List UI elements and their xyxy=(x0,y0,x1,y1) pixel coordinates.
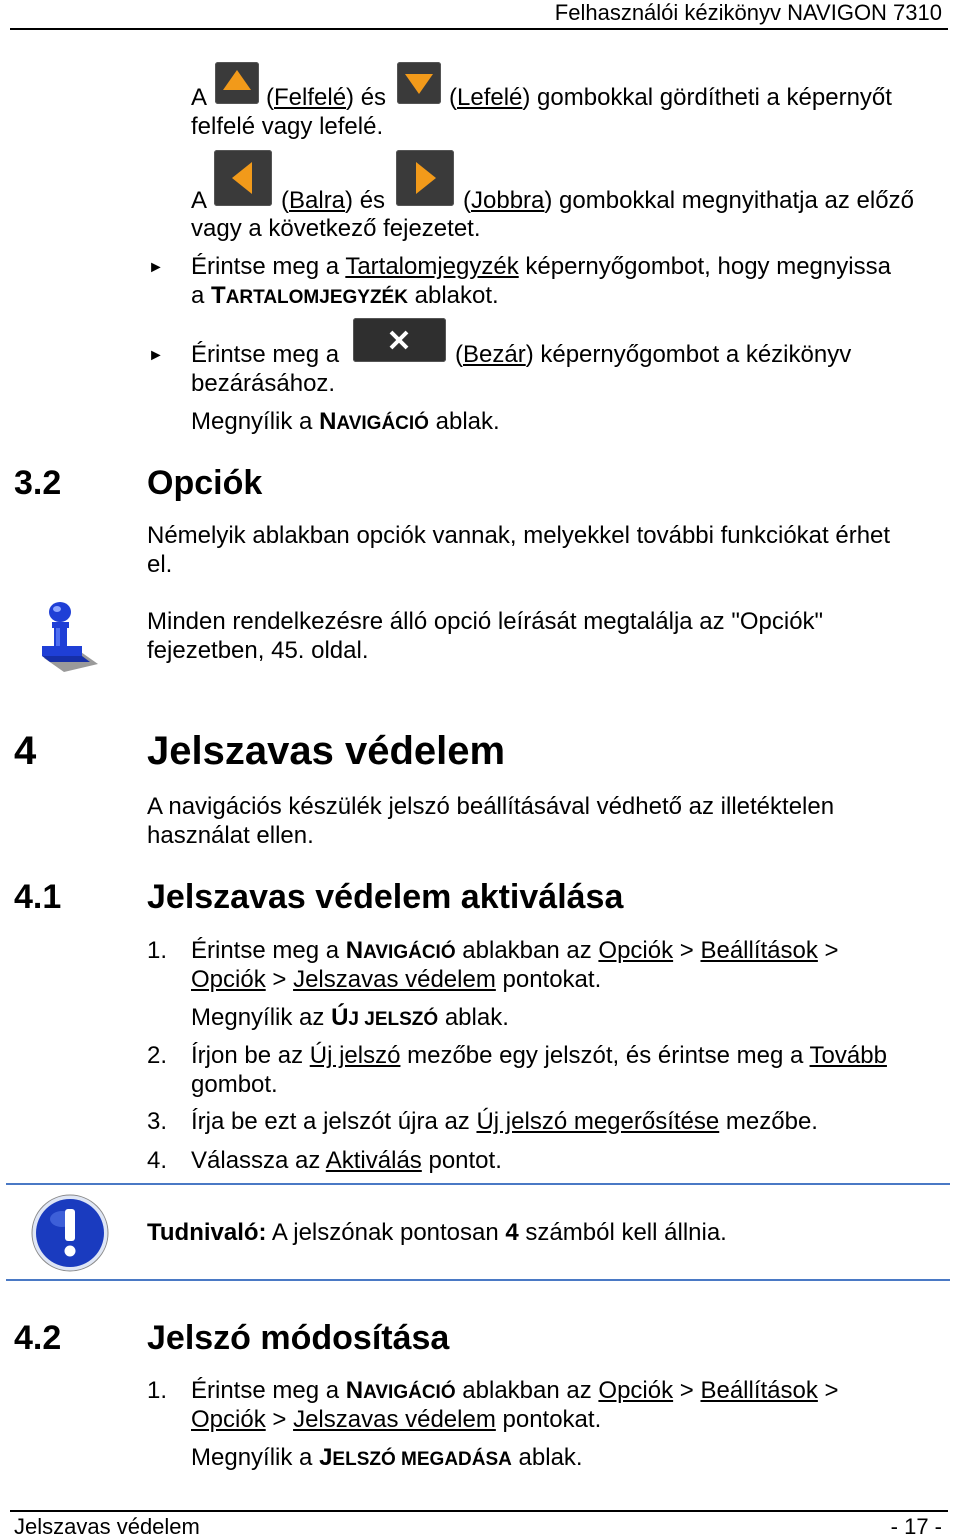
notice-text: Tudnivaló: A jelszónak pontosan 4 számból kell állnia. xyxy=(147,1219,727,1246)
up-button-image xyxy=(215,62,259,104)
header-rule xyxy=(10,28,948,30)
page-header-title: Felhasználói kézikönyv NAVIGON 7310 xyxy=(554,0,942,25)
right-button-image xyxy=(396,150,454,206)
close-icon xyxy=(353,318,446,362)
link-felfele: Felfelé xyxy=(274,84,347,111)
window-name-tartalomjegyzek: TARTALOMJEGYZÉK xyxy=(211,282,408,309)
exclamation-icon xyxy=(30,1193,110,1273)
link-jobbra: Jobbra xyxy=(471,187,545,214)
section-number-4-2: 4.2 xyxy=(14,1319,62,1357)
section-title-aktivalas: Jelszavas védelem aktiválása xyxy=(147,878,624,916)
footer-chapter-title: Jelszavas védelem xyxy=(14,1514,200,1539)
close-button-image xyxy=(353,318,446,362)
chapter-line-2: vagy a következő fejezetet. xyxy=(191,215,481,242)
link-balra: Balra xyxy=(289,187,346,214)
arrow-right-icon xyxy=(396,150,454,206)
down-button-image xyxy=(397,62,441,104)
link-tartalomjegyzek: Tartalomjegyzék xyxy=(345,253,519,280)
arrow-up-icon xyxy=(215,62,259,104)
section-title-jelszo-modositasa: Jelszó módosítása xyxy=(147,1319,450,1357)
scroll-line-2: felfelé vagy lefelé. xyxy=(191,113,384,140)
window-name-navigacio: NAVIGÁCIÓ xyxy=(319,408,429,435)
chapter-title-jelszavas-vedelem: Jelszavas védelem xyxy=(147,729,506,773)
bullet-arrow-icon: ► xyxy=(148,347,164,364)
bullet-arrow-icon: ► xyxy=(148,259,164,276)
left-button-image xyxy=(214,150,272,206)
scroll-line-1: A xyxy=(191,84,208,111)
footer-page-number: - 17 - xyxy=(890,1514,942,1539)
chapter-number-4: 4 xyxy=(14,729,37,773)
arrow-left-icon xyxy=(214,150,272,206)
footer-rule xyxy=(10,1510,948,1512)
arrow-down-icon xyxy=(397,62,441,104)
section-number-4-1: 4.1 xyxy=(14,878,62,916)
section-number-3-2: 3.2 xyxy=(14,464,62,502)
section-title-opciok: Opciók xyxy=(147,464,263,502)
link-lefele: Lefelé xyxy=(457,84,523,111)
notice-rule-top xyxy=(6,1183,950,1185)
link-bezar: Bezár xyxy=(463,341,526,368)
info-icon xyxy=(38,600,102,672)
notice-rule-bottom xyxy=(6,1279,950,1281)
